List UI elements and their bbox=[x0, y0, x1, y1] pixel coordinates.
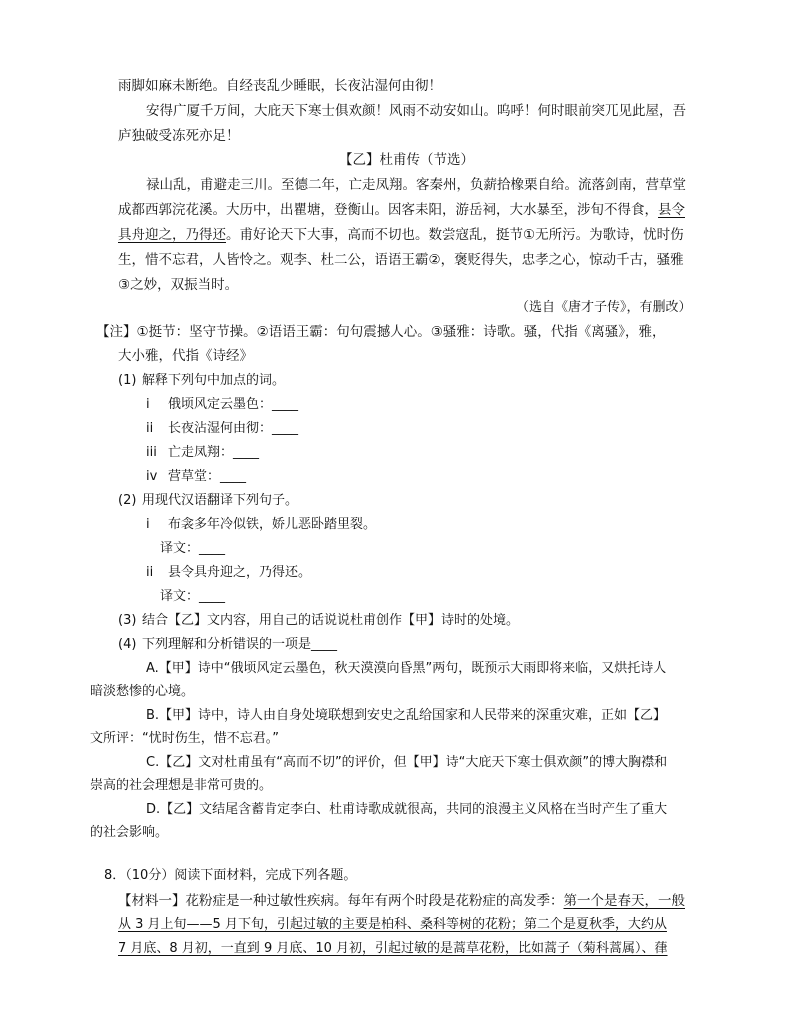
item-number: ii bbox=[146, 421, 154, 436]
question-2-answer-2: 译文：____ bbox=[160, 589, 226, 604]
item-text: 县令具舟迎之，乃得还。 bbox=[168, 565, 312, 580]
poem-line-3: 庐独破受冻死亦足！ bbox=[118, 128, 240, 144]
question-2-answer-1: 译文：____ bbox=[160, 541, 226, 556]
question-2-item-2 bbox=[146, 563, 311, 583]
material-1-line-2: 从 3 月上旬——5 月下旬，引起过敏的主要是柏科、桑科等树的花粉；第二个是夏秋季，大约从 bbox=[118, 917, 667, 932]
item-text: 布衾多年冷似铁，娇儿恶卧踏里裂。 bbox=[168, 517, 377, 532]
underlined-sentence-part-2: 具舟迎之，乃得还 bbox=[118, 227, 226, 243]
material-1-underlined: 第一个是春天，一般 bbox=[563, 893, 685, 909]
option-d-line-1: D.【乙】文结尾含蓄肯定李白、杜甫诗歌成就很高，共同的浪漫主义风格在当时产生了重大 bbox=[146, 802, 668, 817]
question-number: (3) bbox=[118, 613, 137, 628]
question-number: (1) bbox=[118, 373, 137, 388]
notes-line-2: 大小雅，代指《诗经》 bbox=[118, 348, 253, 364]
item-number: ii bbox=[146, 565, 154, 580]
item-text: 亡走凤翔：____ bbox=[168, 445, 260, 460]
item-number: iii bbox=[146, 445, 157, 460]
item-text: 营草堂：____ bbox=[168, 469, 247, 484]
material-1-line-3: 7 月底、8 月初，一直到 9 月底、10 月初，引起过敏的是蒿草花粉，比如蒿子（菊科蒿属）、葎 bbox=[118, 941, 668, 956]
question-text: 解释下列句中加点的词。 bbox=[142, 373, 286, 388]
item-number: i bbox=[146, 397, 150, 412]
passage-b-line-5: ③之妙，双振当时。 bbox=[118, 277, 239, 293]
question-1 bbox=[118, 371, 285, 391]
material-1-line-1 bbox=[118, 891, 685, 911]
option-b-line-1: B.【甲】诗中，诗人由自身处境联想到安史之乱给国家和人民带来的深重灾难，正如【乙】 bbox=[146, 708, 667, 723]
underlined-sentence-part-1: 县令 bbox=[658, 202, 685, 218]
question-4 bbox=[118, 635, 337, 655]
option-c-line-2: 崇高的社会理想是非常可贵的。 bbox=[90, 778, 273, 793]
option-a-line-2: 暗淡愁惨的心境。 bbox=[90, 684, 195, 699]
question-1-item-3 bbox=[146, 443, 259, 463]
question-text: 用现代汉语翻译下列句子。 bbox=[142, 493, 299, 508]
question-8-header: 8．（10分）阅读下面材料，完成下列各题。 bbox=[104, 868, 357, 883]
passage-b-line-4: 生，惜不忘君，人皆怜之。观李、杜二公，语语王霸②，褒贬得失，忠孝之心，惊动千古，骚雅 bbox=[118, 252, 684, 268]
question-3 bbox=[118, 611, 519, 631]
option-a-line-1: A.【甲】诗中“俄顷风定云墨色，秋天漠漠向昏黑”两句，既预示大雨即将来临，又烘托诗人 bbox=[146, 661, 667, 676]
question-number: (2) bbox=[118, 493, 137, 508]
passage-b-text: 。甫好论天下大事，高而不切也。数尝寇乱，挺节①无所污。为歌诗，忧时伤 bbox=[226, 227, 684, 243]
passage-b-line-2 bbox=[118, 200, 685, 220]
question-2-item-1 bbox=[146, 515, 376, 535]
passage-b-source: （选自《唐才子传》，有删改） bbox=[516, 300, 692, 315]
passage-b-text: 成都西郭浣花溪。大历中，出瞿塘，登衡山。因客耒阳，游岳祠，大水暴至，涉旬不得食， bbox=[118, 202, 658, 218]
question-1-item-4 bbox=[146, 467, 246, 487]
question-text: 结合【乙】文内容，用自己的话说说杜甫创作【甲】诗时的处境。 bbox=[142, 613, 520, 628]
question-1-item-1 bbox=[146, 395, 298, 415]
question-1-item-2 bbox=[146, 419, 298, 439]
passage-b-line-3 bbox=[118, 225, 684, 245]
item-text: 俄顷风定云墨色：____ bbox=[168, 397, 299, 412]
question-2 bbox=[118, 491, 298, 511]
option-c-line-1: C.【乙】文对杜甫虽有“高而不切”的评价，但【甲】诗“大庇天下寒士俱欢颜”的博大胸襟和 bbox=[146, 755, 668, 770]
material-1-text: 【材料一】花粉症是一种过敏性疾病。每年有两个时段是花粉症的高发季： bbox=[118, 893, 564, 909]
option-b-line-2: 文所评：“忧时伤生，惜不忘君。” bbox=[90, 731, 279, 746]
item-text: 长夜沾湿何由彻：____ bbox=[168, 421, 299, 436]
passage-b-title: 【乙】杜甫传（节选） bbox=[339, 152, 474, 168]
poem-line-1: 雨脚如麻未断绝。自经丧乱少睡眠，长夜沾湿何由彻！ bbox=[118, 78, 442, 94]
passage-b-line-1: 禄山乱，甫避走三川。至德二年，亡走凤翔。客秦州，负薪拾橡栗自给。流落剑南，营草堂 bbox=[146, 177, 686, 193]
item-number: i bbox=[146, 517, 150, 532]
option-d-line-2: 的社会影响。 bbox=[90, 825, 169, 840]
notes-line-1: 【注】①挺节：坚守节操。②语语王霸：句句震撼人心。③骚雅：诗歌。骚，代指《离骚》，雅， bbox=[96, 324, 666, 340]
poem-line-2: 安得广厦千万间，大庇天下寒士俱欢颜！风雨不动安如山。呜呼！何时眼前突兀见此屋，吾 bbox=[146, 103, 686, 119]
question-number: (4) bbox=[118, 637, 137, 652]
question-text: 下列理解和分析错误的一项是____ bbox=[142, 637, 338, 652]
item-number: iv bbox=[146, 469, 158, 484]
